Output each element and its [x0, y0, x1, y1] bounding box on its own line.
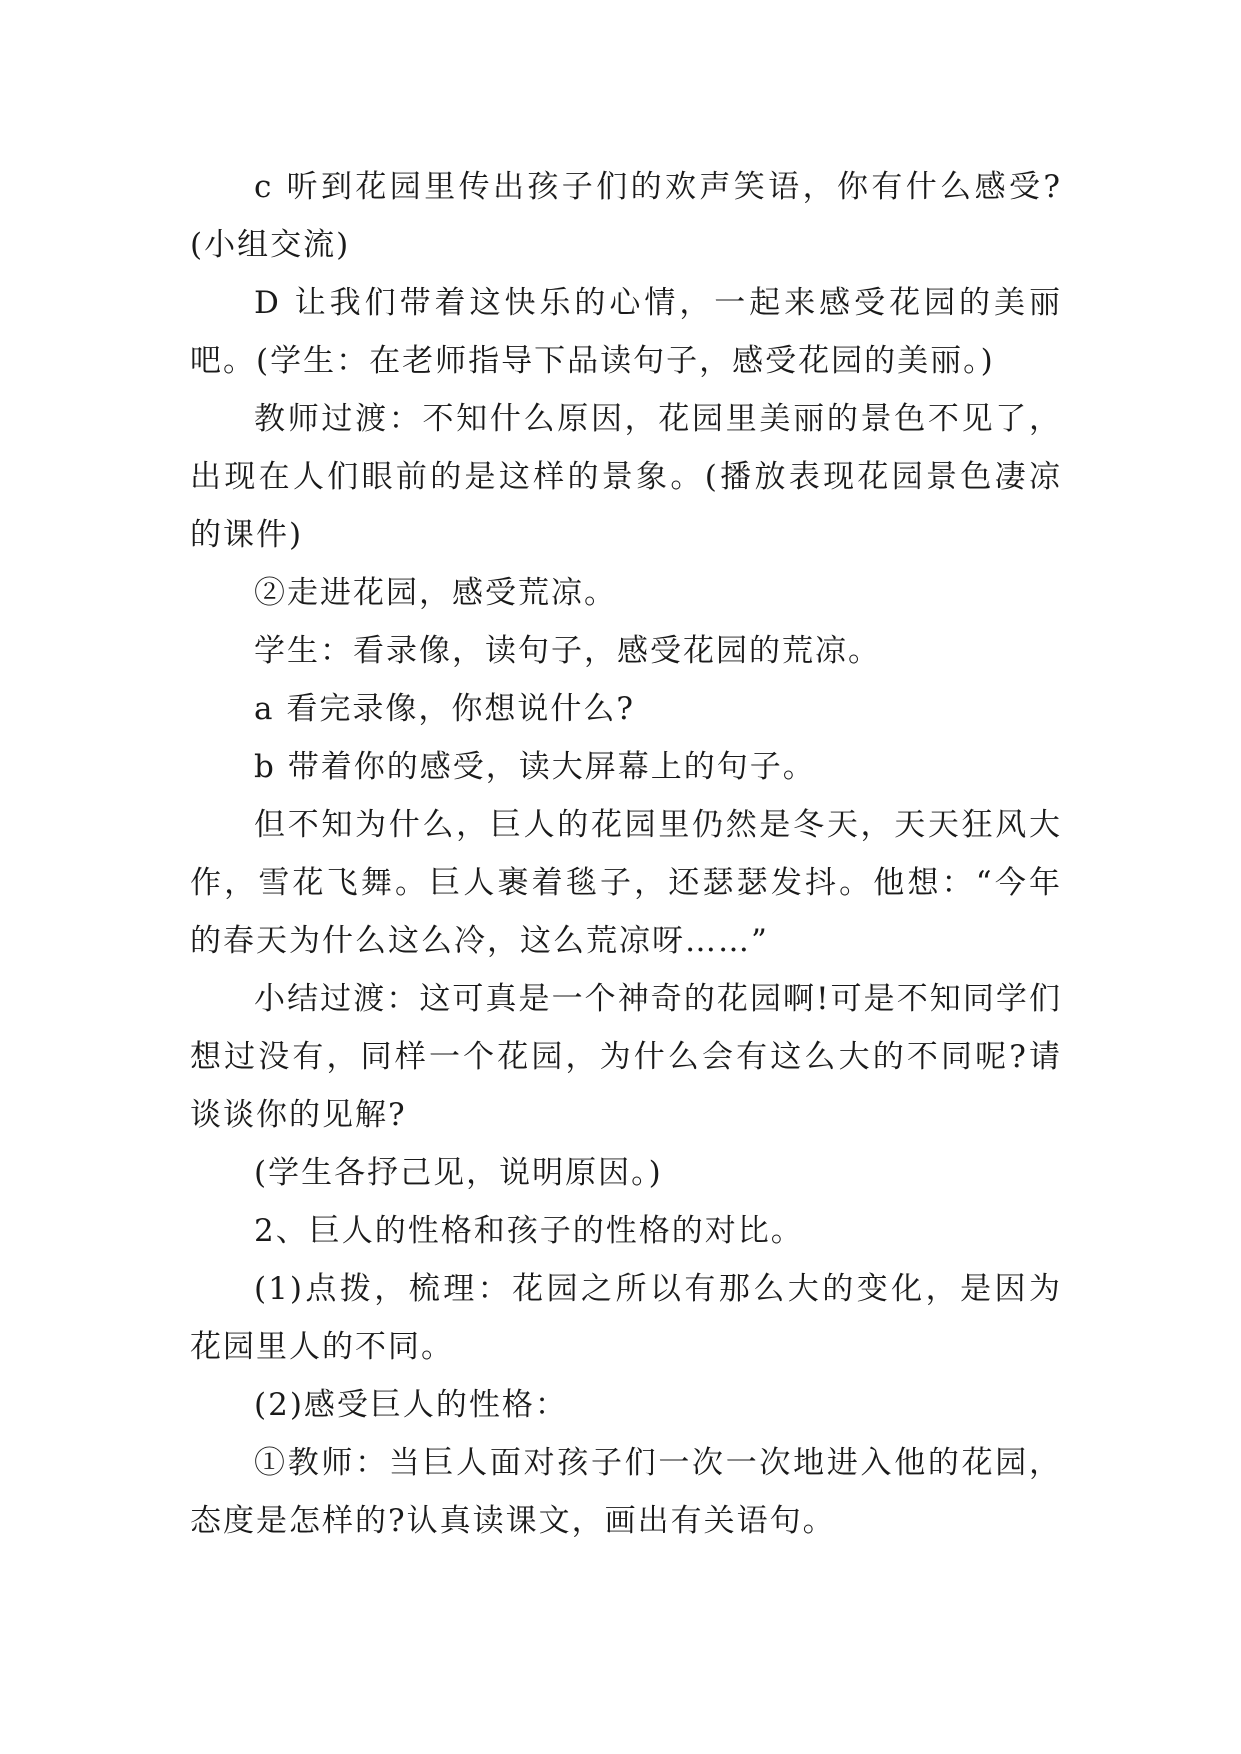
paragraph-teacher-question: ①教师：当巨人面对孩子们一次一次地进入他的花园，态度是怎样的?认真读课文，画出有关语句。	[190, 1445, 1062, 1539]
document-body	[190, 158, 1062, 1550]
paragraph-teacher-transition: 教师过渡：不知什么原因，花园里美丽的景色不见了，出现在人们眼前的是这样的景象。(播放表现花园景色凄凉的课件)	[190, 401, 1062, 553]
paragraph-student-watch: 学生：看录像，读句子，感受花园的荒凉。	[254, 633, 881, 669]
paragraph-students-opinions: (学生各抒己见，说明原因。)	[254, 1155, 663, 1191]
paragraph-a-after-video: a 看完录像，你想说什么?	[254, 691, 635, 727]
paragraph-enter-garden: ②走进花园，感受荒凉。	[254, 575, 617, 611]
paragraph-c-listen: c 听到花园里传出孩子们的欢声笑语，你有什么感受?(小组交流)	[190, 169, 1062, 263]
paragraph-summary-transition: 小结过渡：这可真是一个神奇的花园啊!可是不知同学们想过没有，同样一个花园，为什么会有这么大的不同呢?请谈谈你的见解?	[190, 981, 1062, 1133]
paragraph-point-2: (2)感受巨人的性格：	[254, 1387, 568, 1423]
paragraph-point-1: (1)点拨，梳理：花园之所以有那么大的变化，是因为花园里人的不同。	[190, 1271, 1062, 1365]
paragraph-b-read-screen: b 带着你的感受，读大屏幕上的句子。	[254, 749, 816, 785]
paragraph-d-feel-beauty: D 让我们带着这快乐的心情，一起来感受花园的美丽吧。(学生：在老师指导下品读句子，感受花园的美丽。)	[190, 285, 1062, 379]
paragraph-winter-quote: 但不知为什么，巨人的花园里仍然是冬天，天天狂风大作，雪花飞舞。巨人裹着毯子，还瑟瑟发抖。他想：“今年的春天为什么这么冷，这么荒凉呀……”	[190, 807, 1062, 959]
paragraph-section-2: 2、巨人的性格和孩子的性格的对比。	[254, 1213, 804, 1249]
